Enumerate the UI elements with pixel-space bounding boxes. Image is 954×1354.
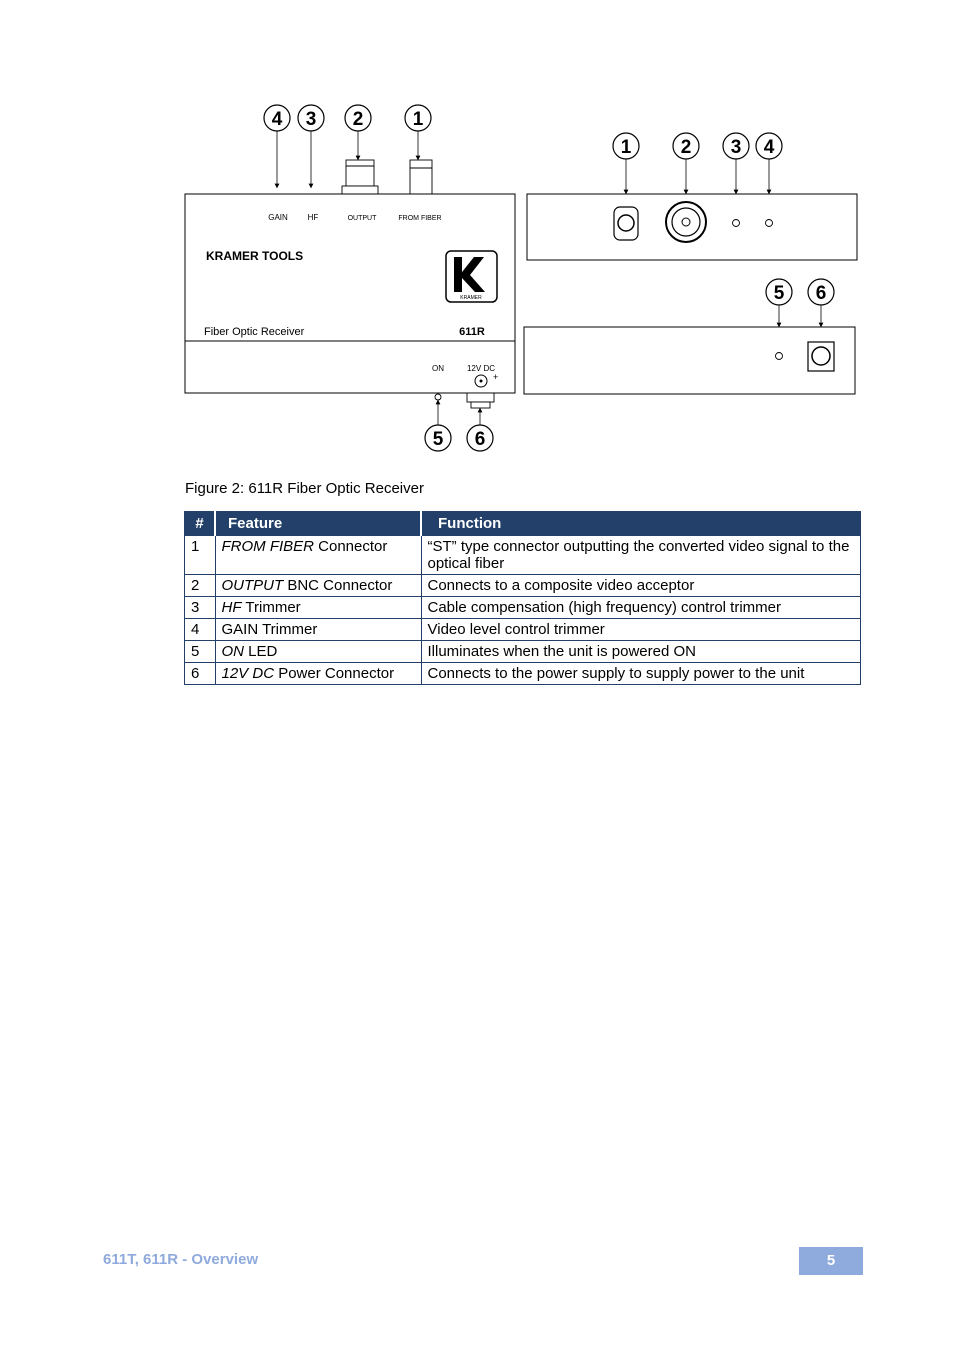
svg-text:2: 2 — [680, 137, 692, 158]
callout-front-1 — [405, 105, 431, 131]
callout-side-6 — [808, 279, 834, 305]
svg-text:6: 6 — [474, 429, 486, 450]
page-number: 5 — [799, 1247, 863, 1275]
svg-text:KRAMER: KRAMER — [460, 295, 482, 301]
kramer-logo — [446, 251, 497, 302]
callout-front-5 — [425, 425, 451, 451]
row-function: Video level control trimmer — [421, 619, 861, 641]
svg-text:6: 6 — [815, 283, 827, 304]
row-feature: ON LED — [215, 641, 421, 663]
svg-text:1: 1 — [620, 137, 632, 158]
row-function: Connects to the power supply to supply power to the unit — [421, 663, 861, 685]
svg-text:1: 1 — [412, 109, 424, 130]
row-feature: GAIN Trimmer — [215, 619, 421, 641]
table-row — [185, 619, 861, 641]
callout-front-3 — [298, 105, 324, 131]
callout-side-2 — [673, 133, 699, 159]
header-function: Function — [421, 511, 861, 536]
header-number: # — [185, 511, 216, 536]
device-diagram — [0, 0, 954, 470]
table-row — [185, 536, 861, 575]
row-feature: OUTPUT BNC Connector — [215, 575, 421, 597]
svg-text:3: 3 — [730, 137, 742, 158]
row-function: “ST” type connector outputting the converted video signal to the optical fiber — [421, 536, 861, 575]
row-number: 3 — [185, 597, 216, 619]
row-number: 1 — [185, 536, 216, 575]
svg-text:4: 4 — [271, 109, 283, 130]
model-label: 611R — [459, 326, 485, 338]
row-number: 6 — [185, 663, 216, 685]
st-connector-drawing — [410, 160, 432, 194]
product-name-label: Fiber Optic Receiver — [204, 326, 305, 338]
st-port-drawing — [614, 207, 638, 240]
callout-front-2 — [345, 105, 371, 131]
row-feature: HF Trimmer — [215, 597, 421, 619]
table-row — [185, 663, 861, 685]
callout-side-1 — [613, 133, 639, 159]
front-panel-bottom — [185, 341, 515, 393]
svg-text:5: 5 — [773, 283, 785, 304]
svg-text:4: 4 — [763, 137, 775, 158]
header-feature: Feature — [215, 511, 421, 536]
table-row — [185, 597, 861, 619]
gain-label: GAIN — [268, 213, 288, 222]
hf-label: HF — [307, 213, 319, 222]
output-label: OUTPUT — [347, 215, 377, 222]
figure-caption: Figure 2: 611R Fiber Optic Receiver — [185, 480, 424, 497]
callout-front-6 — [467, 425, 493, 451]
on-label: ON — [432, 364, 444, 373]
svg-text:5: 5 — [432, 429, 444, 450]
row-feature: 12V DC Power Connector — [215, 663, 421, 685]
dc-jack-drawing — [808, 342, 834, 371]
features-table — [184, 511, 861, 685]
bnc-port-drawing — [666, 202, 706, 242]
side-panel-bottom — [524, 327, 855, 394]
power-label: 12V DC — [466, 364, 496, 373]
footer-title: 611T, 611R - Overview — [103, 1251, 259, 1268]
row-function: Connects to a composite video acceptor — [421, 575, 861, 597]
row-number: 4 — [185, 619, 216, 641]
callout-side-5 — [766, 279, 792, 305]
brand-label: KRAMER TOOLS — [206, 249, 304, 263]
svg-text:3: 3 — [305, 109, 317, 130]
callout-side-4 — [756, 133, 782, 159]
row-feature: FROM FIBER Connector — [215, 536, 421, 575]
row-function: Cable compensation (high frequency) control trimmer — [421, 597, 861, 619]
svg-text:2: 2 — [352, 109, 364, 130]
table-header-row — [185, 511, 861, 536]
callout-front-4 — [264, 105, 290, 131]
bnc-connector-drawing — [342, 160, 378, 194]
row-function: Illuminates when the unit is powered ON — [421, 641, 861, 663]
table-row — [185, 575, 861, 597]
callout-side-3 — [723, 133, 749, 159]
row-number: 5 — [185, 641, 216, 663]
table-row — [185, 641, 861, 663]
row-number: 2 — [185, 575, 216, 597]
plus-label: + — [493, 372, 499, 382]
from-fiber-label: FROM FIBER — [398, 215, 442, 222]
